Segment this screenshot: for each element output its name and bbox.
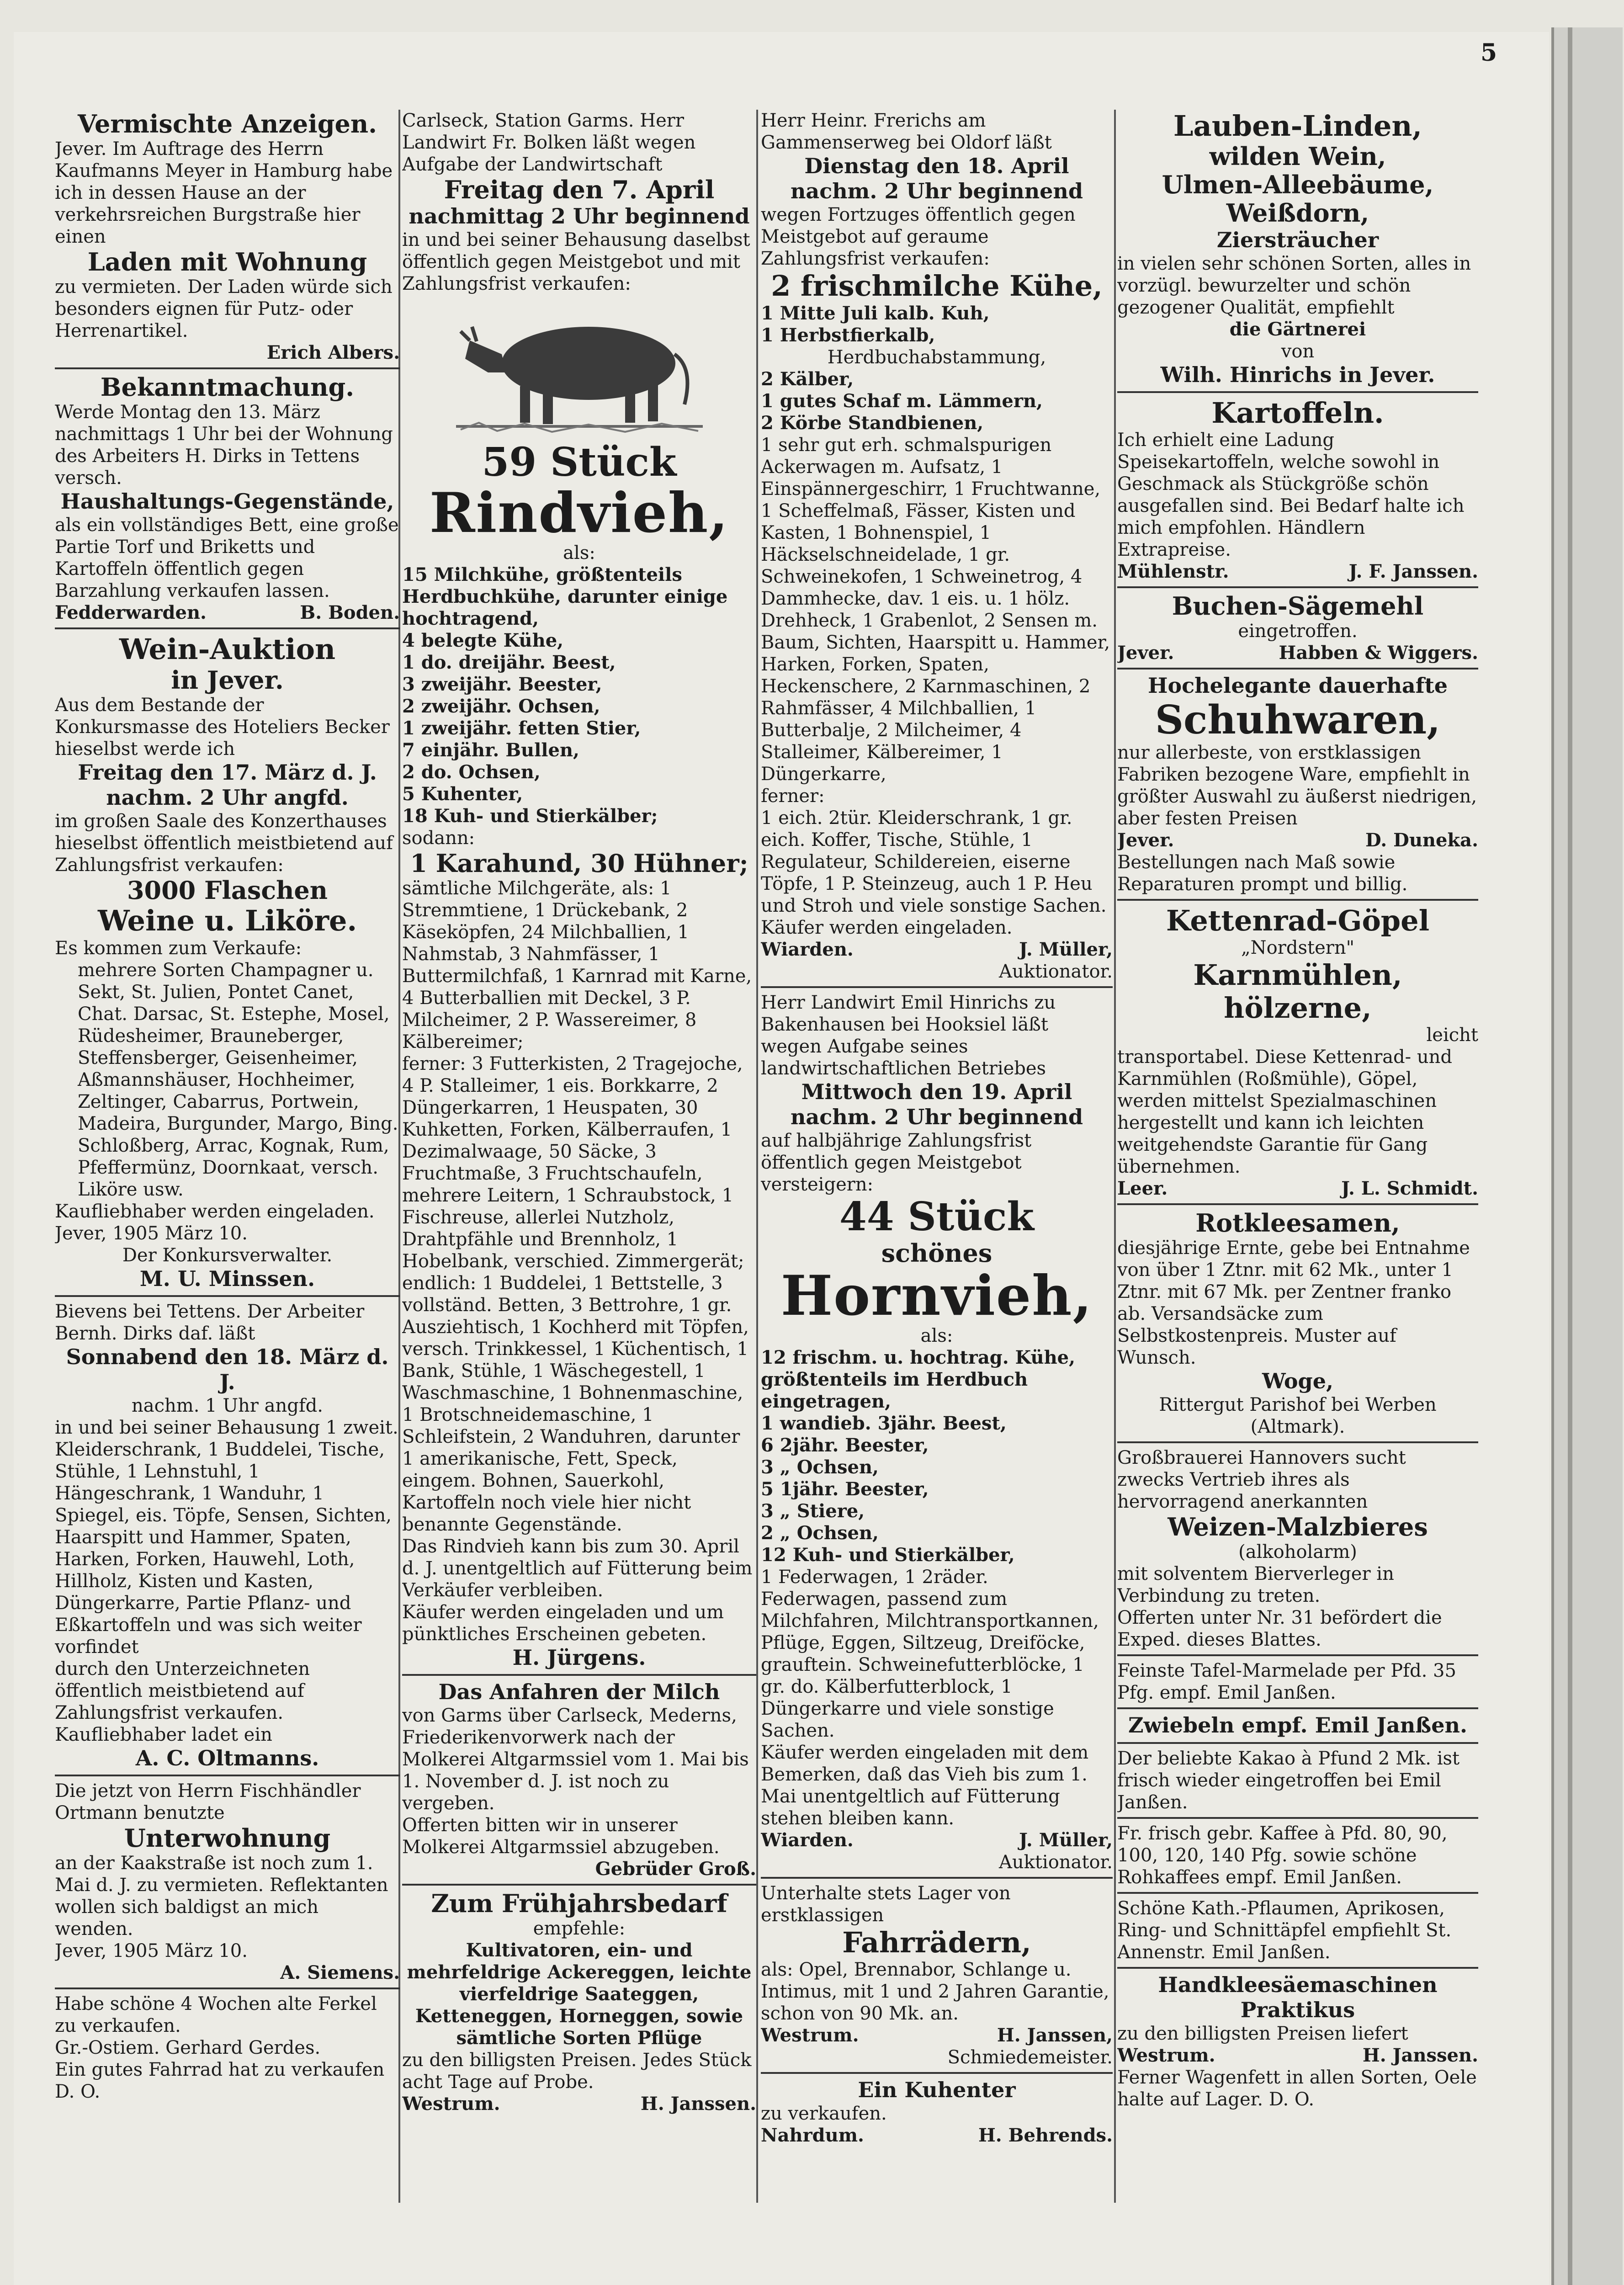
ad-heading: Kettenrad-Göpel xyxy=(1166,904,1430,938)
ad-text: 1 Herbstfierkalb, xyxy=(761,324,935,346)
ad-text: 1 gutes Schaf m. Lämmern, xyxy=(761,390,1043,412)
ad-signature xyxy=(1117,1178,1478,1200)
ad-signature xyxy=(1117,561,1478,583)
ad-separator xyxy=(402,1884,756,1886)
ad-text: zu verkaufen. xyxy=(761,2103,887,2125)
ad-heading: Haushaltungs-Gegenstände, xyxy=(60,489,394,514)
ad-text: Schmiedemeister. xyxy=(947,2047,1113,2068)
column-3 xyxy=(761,110,1113,2285)
ad-text: ferner: 3 Futterkisten, 2 Tragejoche, 4 P. Stalleimer, 1 eis. Borkkarre, 2 Düngerkarren, 1 Heuspaten, 30 Kuhketten, Forken, Kälberraufen, 1 Dezimalwaage, 50 Säcke, 3 Fruchtmaße, 3 Fruchtschaufeln, mehrere Leitern, 1 Schraubstock, 1 Fischreuse, allerlei Nutzholz, Drahtpfähle und Brennholz, 1 Hobelbank, verschied. Zimmergerät; xyxy=(402,1053,744,1272)
ad-heading: Freitag den 7. April xyxy=(444,175,715,204)
ad-heading: Woge, xyxy=(1262,1369,1334,1394)
ad-text: in und bei seiner Behausung 1 zweit. Kleiderschrank, 1 Buddelei, Tische, Stühle, 1 Lehnstuhl, 1 Hängeschrank, 1 Wanduhr, 1 Spiegel, eis. Töpfe, Sensen, Sichten, Haarspitt und Hammer, Spaten, Harken, Forken, Hauwehl, Loth, Hillholz, Kisten und Kasten, Düngerkarre, Partie Pflanz- und Eßkartoffeln und was sich weiter vorfindet xyxy=(55,1417,398,1658)
ad-signature xyxy=(1117,829,1478,851)
ad-separator xyxy=(55,627,400,629)
ad-text: Der Konkursverwalter. xyxy=(122,1244,333,1266)
ad-heading: Buchen-Sägemehl xyxy=(1172,591,1424,621)
signature-place: Jever. xyxy=(1117,642,1174,664)
ad-text: empfehle: xyxy=(533,1918,626,1940)
ad-text: (alkoholarm) xyxy=(1238,1541,1357,1563)
ad-heading: H. Jürgens. xyxy=(512,1645,646,1670)
ad-text: Käufer werden eingeladen. xyxy=(761,917,1013,938)
column-4 xyxy=(1117,110,1478,2285)
ad-text: Rittergut Parishof bei Werben (Altmark). xyxy=(1159,1394,1437,1438)
ad-text: mit solventem Bierverleger in Verbindung zu treten. xyxy=(1117,1563,1394,1607)
ad-heading: Handkleesäemaschinen Praktikus xyxy=(1158,1972,1438,2022)
ad-text: Herr Heinr. Frerichs am Gammenserweg bei Oldorf läßt xyxy=(761,110,1052,153)
ad-text: Großbrauerei Hannovers sucht zwecks Vertrieb ihres als hervorragend anerkannten xyxy=(1117,1447,1406,1513)
ad-separator xyxy=(1117,1892,1478,1894)
signature-place: Westrum. xyxy=(402,2093,500,2115)
ad-text: durch den Unterzeichneten öffentlich meistbietend auf Zahlungsfrist verkaufen. xyxy=(55,1658,310,1724)
ad-text: Habe schöne 4 Wochen alte Ferkel zu verkaufen. xyxy=(55,1993,377,2037)
ad-heading: Ein Kuhenter xyxy=(858,2078,1016,2103)
ad-heading: Schuhwaren, xyxy=(1155,696,1441,743)
ad-separator xyxy=(55,1987,400,1989)
signature-name: J. Müller, xyxy=(1019,938,1113,960)
ad-heading: schönes xyxy=(881,1238,992,1268)
ad-heading: Rotkleesamen, xyxy=(1195,1208,1400,1238)
ad-text: Der beliebte Kakao à Pfund 2 Mk. ist frisch wieder eingetroffen bei Emil Janßen. xyxy=(1117,1748,1460,1813)
cow-illustration-icon xyxy=(451,299,707,436)
signature-place: Jever. xyxy=(1117,829,1174,851)
ad-heading: Rindvieh, xyxy=(429,480,729,545)
signature-name: J. L. Schmidt. xyxy=(1341,1178,1478,1200)
ad-heading: Sonnabend den 18. März d. J. xyxy=(66,1344,389,1394)
ad-text: 6 2jähr. Beester, xyxy=(761,1434,929,1456)
ad-signature xyxy=(1117,2045,1478,2067)
column-rule xyxy=(756,110,758,2203)
ad-text: nur allerbeste, von erstklassigen Fabriken bezogene Ware, empfiehlt in größter Auswahl zu äußerst niedrigen, aber festen Preisen xyxy=(1117,742,1477,829)
ad-heading: Dienstag den 18. April xyxy=(804,154,1069,178)
page-number: 5 xyxy=(1481,39,1497,67)
ad-separator xyxy=(1117,391,1478,393)
ad-text: Offerten bitten wir in unserer Molkerei Altgarmssiel abzugeben. xyxy=(402,1815,720,1858)
ad-separator xyxy=(1117,1203,1478,1205)
ad-separator xyxy=(1117,668,1478,670)
ad-text: Kaufliebhaber ladet ein xyxy=(55,1724,272,1746)
ad-signature xyxy=(761,2025,1113,2046)
signature-name: Habben & Wiggers. xyxy=(1279,642,1478,664)
ad-heading: 59 Stück xyxy=(482,439,677,486)
ad-text: 1 zweijähr. fetten Stier, xyxy=(402,717,641,739)
ad-text: 2 do. Ochsen, xyxy=(402,761,541,783)
ad-text: Schöne Kath.-Pflaumen, Aprikosen, Ring- und Schnittäpfel empfiehlt St. Annenstr. Emil Janßen. xyxy=(1117,1897,1452,1963)
ad-text: 1 do. dreijähr. Beest, xyxy=(402,651,616,673)
ad-text: Käufer werden eingeladen und um pünktliches Erscheinen gebeten. xyxy=(402,1601,724,1645)
ad-heading: Mittwoch den 19. April nachm. 2 Uhr beginnend xyxy=(790,1079,1083,1129)
ad-text: 4 belegte Kühe, xyxy=(402,629,564,651)
ad-heading: Das Anfahren der Milch xyxy=(438,1679,720,1705)
ad-separator xyxy=(402,1674,756,1676)
ad-text: Herr Landwirt Emil Hinrichs zu Bakenhausen bei Hooksiel läßt wegen Aufgabe seines landwirtschaftlichen Betriebes xyxy=(761,992,1056,1079)
ad-heading: Wilh. Hinrichs in Jever. xyxy=(1160,362,1435,387)
ad-separator xyxy=(1117,1441,1478,1443)
ad-text: Gr.-Ostiem. Gerhard Gerdes. xyxy=(55,2037,321,2059)
ad-text: „Nordstern" xyxy=(1241,937,1355,959)
ad-heading: Hochelegante dauerhafte xyxy=(1147,673,1448,698)
ad-text: Kultivatoren, ein- und mehrfeldrige Ackereggen, leichte vierfeldrige Saateggen, Ketteneggen, Horneggen, sowie sämtliche Sorten Pflüge xyxy=(407,1940,752,2049)
ad-separator xyxy=(1117,586,1478,588)
ad-heading: 1 Karahund, 30 Hühner; xyxy=(410,848,748,878)
ad-text: 1 eich. 2tür. Kleiderschrank, 1 gr. eich. Koffer, Tische, Stühle, 1 Regulateur, Schildereien, eiserne Töpfe, 1 P. Steinzeug, auch 1 P. Heu und Stroh und viele sonstige Sachen. xyxy=(761,807,1107,916)
ad-text: 5 Kuhenter, xyxy=(402,783,523,805)
ad-text: eingetroffen. xyxy=(1238,621,1358,642)
ad-text: zu vermieten. Der Laden würde sich besonders eignen für Putz- oder Herrenartikel. xyxy=(55,276,393,342)
ad-text: wegen Fortzuges öffentlich gegen Meistgebot auf geraume Zahlungsfrist verkaufen: xyxy=(761,204,1076,270)
ad-signature: A. Siemens. xyxy=(280,1962,400,1984)
ad-separator xyxy=(1117,1654,1478,1656)
ad-separator xyxy=(761,1877,1113,1879)
ad-text: Jever, 1905 März 10. xyxy=(55,1940,248,1962)
ad-heading: Freitag den 17. März d. J. xyxy=(78,760,377,785)
ad-text: Das Rindvieh kann bis zum 30. April d. J. unentgeltlich auf Fütterung beim Verkäufer verbleiben. xyxy=(402,1536,753,1601)
ad-heading: Vermischte Anzeigen. xyxy=(78,110,377,138)
ad-text: 2 „ Ochsen, xyxy=(761,1522,879,1544)
ad-text: von Garms über Carlseck, Mederns, Friederikenvorwerk nach der Molkerei Altgarmssiel vom 1. Mai bis 1. November d. J. ist noch zu vergeben. xyxy=(402,1705,749,1814)
ad-text: Bestellungen nach Maß sowie Reparaturen prompt und billig. xyxy=(1117,852,1408,895)
ad-signature xyxy=(55,602,400,624)
ad-signature xyxy=(402,2093,756,2115)
ad-text: 15 Milchkühe, größtenteils Herdbuchkühe, darunter einige hochtragend, xyxy=(402,563,728,629)
ad-text: Ich erhielt eine Ladung Speisekartoffeln, welche sowohl in Geschmack als Stückgröße schön ausgefallen sind. Bei Bedarf halte ich mich empfohlen. Händlern Extrapreise. xyxy=(1117,430,1465,561)
ad-heading: Karnmühlen, hölzerne, xyxy=(1193,958,1402,1025)
ad-heading: M. U. Minssen. xyxy=(139,1266,315,1291)
ad-text: zu den billigsten Preisen. Jedes Stück acht Tage auf Probe. xyxy=(402,2050,752,2093)
ad-text: Offerten unter Nr. 31 befördert die Exped. dieses Blattes. xyxy=(1117,1607,1442,1651)
ad-separator xyxy=(55,1775,400,1776)
ad-signature: Erich Albers. xyxy=(266,342,400,364)
ad-text: endlich: 1 Buddelei, 1 Bettstelle, 3 vollständ. Betten, 3 Bettrohre, 1 gr. Ausziehtisch, 1 Kochherd mit Töpfen, versch. Trinkkessel, 1 Küchentisch, 1 Bank, Stühle, 1 Wäschegestell, 1 Waschmaschine, 1 Bohnenmaschine, 1 Brotschneidemaschine, 1 Schleifstein, 2 Wanduhren, darunter 1 amerikanische, Fett, Speck, eingem. Bohnen, Sauerkohl, Kartoffeln noch viele hier nicht benannte Gegenstände. xyxy=(402,1272,749,1535)
ad-heading: Ziersträucher xyxy=(1216,227,1379,252)
ad-heading: wilden Wein, xyxy=(1209,142,1386,171)
ad-text: Jever, 1905 März 10. xyxy=(55,1222,248,1244)
ad-heading: Wein-Auktion xyxy=(119,632,336,666)
ad-signature xyxy=(761,1829,1113,1851)
ad-text: 2 zweijähr. Ochsen, xyxy=(402,695,600,717)
ad-text: diesjährige Ernte, gebe bei Entnahme von über 1 Ztnr. mit 62 Mk., unter 1 Ztnr. mit 67 Mk. per Zentner franko ab. Versandsäcke zum Selbstkostenpreis. Muster auf Wunsch. xyxy=(1117,1238,1470,1369)
ad-text: an der Kaakstraße ist noch zum 1. Mai d. J. zu vermieten. Reflektanten wollen sich baldigst an mich wenden. xyxy=(55,1853,388,1940)
ad-text: 3 „ Ochsen, xyxy=(761,1456,879,1478)
ad-text: leicht xyxy=(1426,1025,1478,1046)
ad-separator xyxy=(761,2072,1113,2074)
ad-text: Unterhalte stets Lager von erstklassigen xyxy=(761,1882,1011,1926)
column-1 xyxy=(55,110,400,2285)
ad-heading: Hornvieh, xyxy=(780,1263,1093,1328)
signature-place: Westrum. xyxy=(761,2025,859,2046)
ad-text: Ein gutes Fahrrad hat zu verkaufen D. O. xyxy=(55,2059,385,2103)
page-edge xyxy=(1551,27,1623,2285)
ad-heading: 44 Stück xyxy=(839,1194,1034,1240)
ad-text: Herdbuchabstammung, xyxy=(827,346,1046,368)
ad-text: 1 wandieb. 3jähr. Beest, xyxy=(761,1412,1007,1434)
signature-place: Mühlenstr. xyxy=(1117,561,1229,583)
signature-name: H. Janssen. xyxy=(640,2093,756,2115)
ad-text: Bievens bei Tettens. Der Arbeiter Bernh. Dirks daf. läßt xyxy=(55,1301,365,1344)
ad-separator xyxy=(1117,899,1478,901)
ad-text: Jever. Im Auftrage des Herrn Kaufmanns Meyer in Hamburg habe ich in dessen Hause an der verkehrsreichen Burgstraße hier einen xyxy=(55,138,393,248)
ad-signature: Gebrüder Groß. xyxy=(595,1858,756,1880)
signature-name: D. Duneka. xyxy=(1365,829,1478,851)
ad-text: 1 Federwagen, 1 2räder. Federwagen, passend zum Milchfahren, Milchtransportkannen, Pflüge, Eggen, Siltzeug, Dreiföcke, grauftein. Schweinefutterblöcke, 1 gr. do. Kälberfutterblock, 1 Düngerkarre und viele sonstige Sachen. xyxy=(761,1566,1099,1741)
ad-text: 1 Mitte Juli kalb. Kuh, xyxy=(761,302,990,324)
ad-text: als: xyxy=(563,542,595,563)
ad-heading: Weißdorn, xyxy=(1226,198,1369,228)
signature-place: Wiarden. xyxy=(761,1829,854,1851)
ad-text: Kaufliebhaber werden eingeladen. xyxy=(55,1201,375,1222)
signature-place: Fedderwarden. xyxy=(55,602,207,624)
ad-text: Auktionator. xyxy=(998,961,1113,982)
ad-separator xyxy=(1117,1967,1478,1969)
signature-place: Leer. xyxy=(1117,1178,1168,1200)
ad-text: Auktionator. xyxy=(998,1851,1113,1873)
ad-text: von xyxy=(1281,340,1315,362)
ad-text: 12 Kuh- und Stierkälber, xyxy=(761,1544,1015,1566)
ad-text: Es kommen zum Verkaufe: xyxy=(55,937,302,959)
ad-text: 3 „ Stiere, xyxy=(761,1500,865,1522)
signature-name: H. Janssen. xyxy=(1362,2044,1478,2066)
ad-heading: Fahrrädern, xyxy=(842,1925,1031,1959)
signature-name: H. Janssen, xyxy=(997,2025,1113,2046)
signature-name: J. Müller, xyxy=(1019,1829,1113,1851)
ad-text: in vielen sehr schönen Sorten, alles in vorzügl. bewurzelter und schön gezogener Qualität, empfiehlt xyxy=(1117,253,1471,318)
ad-separator xyxy=(55,1295,400,1297)
ad-heading: Lauben-Linden, xyxy=(1173,110,1422,143)
ad-text: 1 sehr gut erh. schmalspurigen Ackerwagen m. Aufsatz, 1 Einspännergeschirr, 1 Fruchtwanne, 1 Scheffelmaß, Fässer, Kisten und Kasten, 1 Bohnenspiel, 1 Häckselschneidelade, 1 gr. Schweinekofen, 1 Schweinetrog, 4 Dammhecke, dav. 1 eis. u. 1 hölz. Drehheck, 1 Grabenlot, 2 Sensen m. Baum, Sichten, Haarspitt u. Hammer, Harken, Forken, Spaten, Heckenschere, 2 Karnmaschinen, 2 Rahmfässer, 4 Milchballien, 1 Butterbalje, 2 Milcheimer, 4 Stalleimer, Kälbereimer, 1 Düngerkarre, xyxy=(761,434,1110,785)
ad-signature xyxy=(761,939,1113,961)
signature-name: H. Behrends. xyxy=(978,2125,1113,2147)
ad-separator xyxy=(1117,1707,1478,1709)
ad-text: Feinste Tafel-Marmelade per Pfd. 35 Pfg. empf. Emil Janßen. xyxy=(1117,1660,1456,1704)
ad-text: im großen Saale des Konzerthauses hieselbst öffentlich meistbietend auf Zahlungsfrist verkaufen: xyxy=(55,811,393,876)
signature-name: B. Boden. xyxy=(300,602,400,624)
ad-separator xyxy=(1117,1742,1478,1744)
signature-place: Wiarden. xyxy=(761,938,854,960)
ad-text: nachm. 1 Uhr angfd. xyxy=(132,1395,323,1417)
ad-signature xyxy=(1117,642,1478,664)
ad-separator xyxy=(761,986,1113,988)
ad-heading: Laden mit Wohnung xyxy=(87,247,367,277)
ad-text: Werde Montag den 13. März nachmittags 1 Uhr bei der Wohnung des Arbeiters H. Dirks in Tettens versch. xyxy=(55,402,393,489)
ad-text: 3 zweijähr. Beester, xyxy=(402,673,602,695)
ad-heading: nachmittag 2 Uhr beginnend xyxy=(409,204,750,229)
ad-text: Aus dem Bestande der Konkursmasse des Hoteliers Becker hieselbst werde ich xyxy=(55,694,390,760)
ad-heading: Zwiebeln empf. Emil Janßen. xyxy=(1128,1713,1467,1738)
ad-text: in und bei seiner Behausung daselbst öffentlich gegen Meistgebot und mit Zahlungsfrist verkaufen: xyxy=(402,229,750,295)
ad-text: 2 Kälber, xyxy=(761,368,854,390)
ad-text: 5 1jähr. Beester, xyxy=(761,1478,929,1500)
ad-text: Ferner Wagenfett in allen Sorten, Oele halte auf Lager. D. O. xyxy=(1117,2067,1477,2110)
ad-text: Die jetzt von Herrn Fischhändler Ortmann benutzte xyxy=(55,1780,361,1824)
ad-text: 18 Kuh- und Stierkälber; xyxy=(402,805,658,827)
ad-text: zu den billigsten Preisen liefert xyxy=(1117,2023,1408,2044)
ad-heading: Weizen-Malzbieres xyxy=(1168,1512,1428,1542)
ad-text: Käufer werden eingeladen mit dem Bemerken, daß das Vieh bis zum 1. Mai unentgeltlich auf Fütterung stehen bleiben kann. xyxy=(761,1742,1089,1829)
ad-text: transportabel. Diese Kettenrad- und Karnmühlen (Roßmühle), Göpel, werden mittelst Spezialmaschinen hergestellt und kann ich leichten weitgehendste Garantie für Gang übernehmen. xyxy=(1117,1047,1453,1178)
ad-text: sämtliche Milchgeräte, als: 1 Stremmtiene, 1 Drückebank, 2 Käseköpfen, 24 Milchballien, 1 Nahmstab, 3 Nahmfässer, 1 Buttermilchfaß, 1 Karnrad mit Karne, 4 Butterballien mit Deckel, 3 P. Milcheimer, 2 P. Wassereimer, 8 Kälbereimer; xyxy=(402,877,752,1052)
ad-heading: nachm. 2 Uhr angfd. xyxy=(106,785,349,810)
ad-text: mehrere Sorten Champagner u. Sekt, St. Julien, Pontet Canet, Chat. Darsac, St. Estephe, Mosel, Rüdesheimer, Brauneberger, Steffensberger, Geisenheimer, Aßmannshäuser, Hochheimer, Zeltinger, Cabarrus, Portwein, Madeira, Burgunder, Margo, Bing. Schloßberg, Arrac, Kognak, Rum, Pfeffermünz, Doornkaat, versch. Liköre usw. xyxy=(78,959,398,1200)
ad-text: 12 frischm. u. hochtrag. Kühe, größtenteils im Herdbuch eingetragen, xyxy=(761,1346,1076,1412)
ad-heading: Bekanntmachung. xyxy=(100,372,355,402)
ad-heading: A. C. Oltmanns. xyxy=(135,1746,319,1771)
ad-heading: Zum Frühjahrsbedarf xyxy=(431,1889,727,1918)
column-rule xyxy=(1114,110,1116,2203)
signature-place: Nahrdum. xyxy=(761,2125,864,2147)
ad-text: sodann: xyxy=(402,827,475,849)
ad-text: als: Opel, Brennabor, Schlange u. Intimus, mit 1 und 2 Jahren Garantie, schon von 90 Mk. an. xyxy=(761,1959,1109,2025)
ad-text: die Gärtnerei xyxy=(1229,318,1366,340)
ad-separator xyxy=(55,367,400,369)
ad-separator xyxy=(1117,1817,1478,1819)
ad-heading: Kartoffeln. xyxy=(1211,396,1384,430)
ad-heading: 3000 Flaschen xyxy=(127,876,328,905)
ad-text: auf halbjährige Zahlungsfrist öffentlich gegen Meistgebot versteigern: xyxy=(761,1130,1032,1196)
ad-text: ferner: xyxy=(761,785,825,807)
ad-signature xyxy=(761,2125,1113,2147)
ad-text: 7 einjähr. Bullen, xyxy=(402,739,579,761)
ad-heading: in Jever. xyxy=(171,665,284,695)
ad-heading: Weine u. Liköre. xyxy=(97,904,357,938)
column-2 xyxy=(402,110,756,2285)
ad-heading: Ulmen-Alleebäume, xyxy=(1162,170,1434,200)
signature-place: Westrum. xyxy=(1117,2044,1215,2066)
ad-text: als ein vollständiges Bett, eine große Partie Torf und Briketts und Kartoffeln öffentlich gegen Barzahlung verkaufen lassen. xyxy=(55,515,399,602)
ad-heading: Unterwohnung xyxy=(124,1823,331,1853)
ad-text: Fr. frisch gebr. Kaffee à Pfd. 80, 90, 100, 120, 140 Pfg. sowie schöne Rohkaffees empf. Emil Janßen. xyxy=(1117,1823,1448,1888)
ad-text: 2 Körbe Standbienen, xyxy=(761,412,984,434)
signature-name: J. F. Janssen. xyxy=(1348,561,1478,583)
ad-text: Carlseck, Station Garms. Herr Landwirt Fr. Bolken läßt wegen Aufgabe der Landwirtschaft xyxy=(402,110,696,175)
ad-text: als: xyxy=(920,1325,953,1346)
ad-heading: nachm. 2 Uhr beginnend xyxy=(790,179,1083,204)
ad-heading: 2 frischmilche Kühe, xyxy=(771,269,1103,303)
